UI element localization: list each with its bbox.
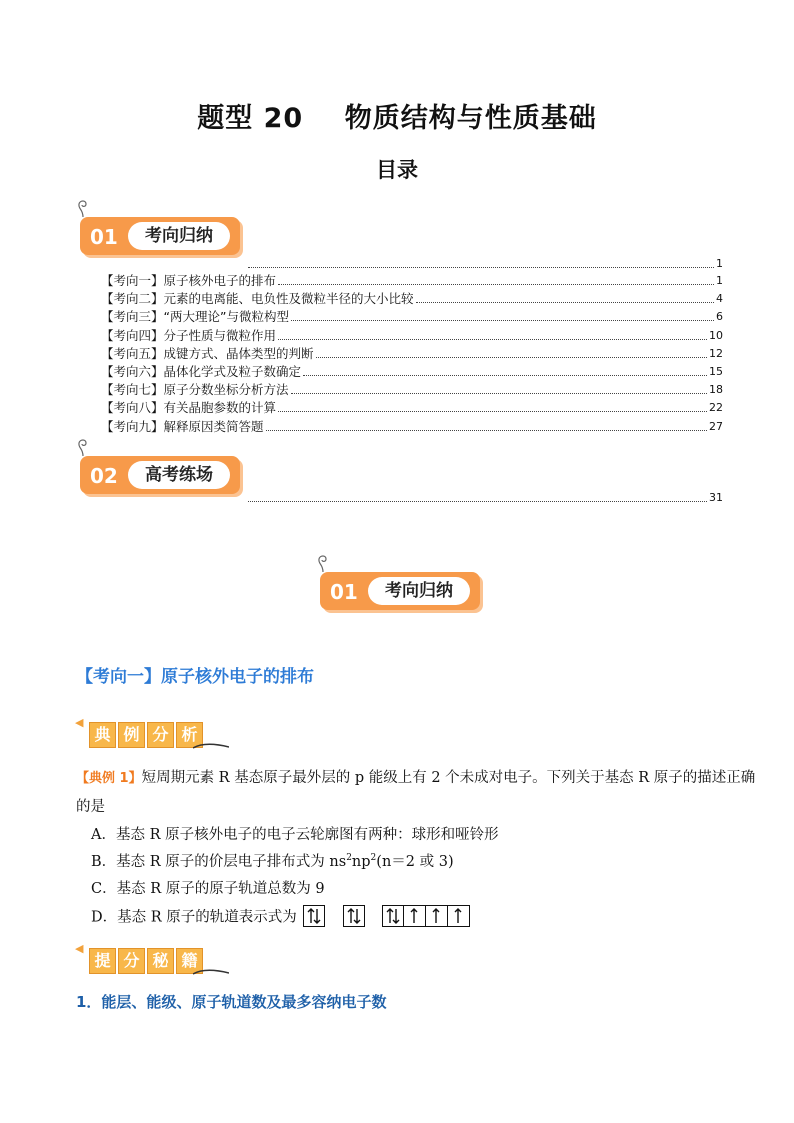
toc-entry-title: 【考向四】分子性质与微粒作用 [101,327,277,343]
toc-entry[interactable] [101,291,723,307]
orbital-box-up [448,905,470,927]
toc-leader [291,393,707,394]
tiles-score-tips [75,942,239,976]
example-text: 短周期元素 R 基态原子最外层的 p 能级上有 2 个未成对电子。下列关于基态 R 原子的描述正确 [141,770,756,786]
toc-entry-section2[interactable] [246,490,723,506]
toc-entry-title: 【考向五】成键方式、晶体类型的判断 [101,345,314,361]
toc-page: 27 [709,419,723,433]
toc-leader [303,375,707,376]
curl-icon [76,438,90,456]
curl-icon [316,554,330,572]
toc-entry-title: 【考向八】有关晶胞参数的计算 [101,400,277,416]
tile-char: 析 [176,722,203,748]
toc-leader [291,320,714,321]
orbital-diagram [303,905,469,927]
toc-page: 15 [709,365,723,378]
tile-char: 籍 [176,948,203,974]
toc-entry[interactable] [101,400,723,416]
toc-entry-section1[interactable] [246,256,723,272]
tile-char: 典 [89,722,116,748]
tile-char: 秘 [147,948,174,974]
example-tag: 【典例 1】 [76,771,142,786]
badge-section-01 [80,205,245,255]
orbital-box-paired [303,905,325,927]
badge-number: 02 [90,464,118,488]
toc-leader [248,501,707,502]
badge-section-02 [80,444,245,494]
toc-entry[interactable] [101,273,723,289]
swoosh-icon [193,741,229,751]
badge-number: 01 [330,580,358,604]
badge-label: 考向归纳 [128,222,230,250]
toc-page: 10 [709,328,723,342]
badge-number: 01 [90,225,118,249]
section-heading: 【考向一】原子核外电子的排布 [76,667,314,687]
toc-page: 31 [709,491,723,504]
orbital-box-paired [343,905,365,927]
toc-leader [248,267,714,268]
toc-page: 12 [709,346,723,360]
option-a[interactable]: A．基态 R 原子核外电子的电子云轮廓图有两种：球形和哑铃形 [91,827,499,843]
toc-leader [278,284,714,285]
option-b-text: B．基态 R 原子的价层电子排布式为 ns [91,854,347,870]
toc-entry-title: 【考向三】“两大理论”与微粒构型 [101,309,289,325]
orbital-box-up [426,905,448,927]
toc-title: 目录 [376,158,418,182]
toc-leader [266,430,707,431]
orbital-box-paired [382,905,404,927]
badge-section-01-center [320,560,485,610]
swoosh-icon [193,967,229,977]
superscript: 2 [346,853,352,864]
toc-page: 1 [716,257,723,270]
tile-char: 分 [118,948,145,974]
orbital-box-up [404,905,426,927]
toc-entry[interactable] [101,382,723,398]
option-b-text: (n＝2 或 3) [376,854,454,870]
toc-page: 6 [716,310,723,324]
toc-leader [278,339,707,340]
toc-leader [316,357,707,358]
example-line2: 的是 [76,799,105,815]
speaker-icon: ◀ [75,716,84,729]
tile-char: 分 [147,722,174,748]
toc-leader [278,411,707,412]
option-d-text: D．基态 R 原子的轨道表示式为 [91,909,297,926]
curl-icon [76,199,90,217]
toc-entry-title: 【考向七】原子分数坐标分析方法 [101,382,289,398]
page-title: 题型 20 物质结构与性质基础 [197,103,597,134]
toc-page: 4 [716,292,723,306]
option-b[interactable] [91,850,454,871]
tile-char: 例 [118,722,145,748]
option-c[interactable]: C．基态 R 原子的原子轨道总数为 9 [91,881,325,897]
superscript: 2 [370,853,377,864]
toc-page: 22 [709,401,723,415]
toc-entry-title: 【考向九】解释原因类简答题 [101,418,264,434]
toc-entry[interactable] [101,309,723,325]
toc-entry-title: 【考向二】元素的电离能、电负性及微粒半径的大小比较 [101,291,414,307]
tile-char: 提 [89,948,116,974]
toc-entry[interactable] [101,419,723,435]
toc-page: 18 [709,383,723,397]
option-b-text: np [351,854,371,870]
toc-leader [416,302,714,303]
toc-entry-title: 【考向六】晶体化学式及粒子数确定 [101,364,302,379]
example-line1 [76,766,755,787]
toc-page: 1 [716,274,723,287]
toc-entry[interactable] [101,364,723,380]
option-d[interactable] [91,905,470,927]
toc-entry-title: 【考向一】原子核外电子的排布 [101,273,277,288]
tiles-example-analysis [75,716,239,750]
toc-entry[interactable] [101,328,723,344]
toc-entry[interactable] [101,346,723,362]
badge-label: 高考练场 [128,461,230,489]
subheading: 1．能层、能级、原子轨道数及最多容纳电子数 [76,993,387,1011]
speaker-icon: ◀ [75,942,84,955]
badge-label: 考向归纳 [368,577,470,605]
